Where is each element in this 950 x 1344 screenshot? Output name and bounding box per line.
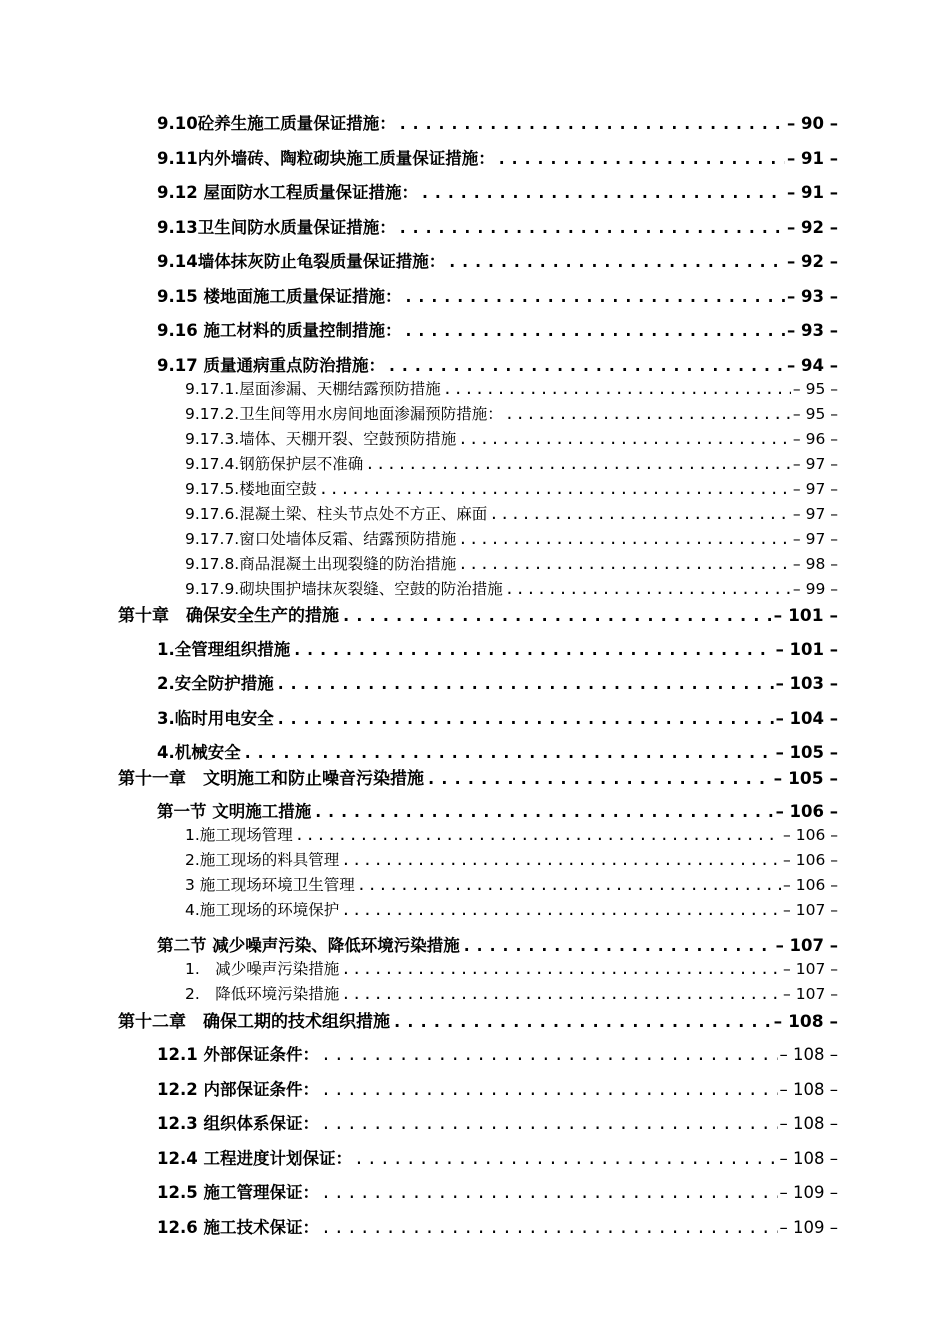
toc-entry-page: – 97 – — [792, 505, 838, 523]
toc-entry-title: 9.16 施工材料的质量控制措施： — [157, 321, 402, 340]
toc-leader-dots — [398, 114, 785, 133]
toc-entry-page: – 95 – — [792, 405, 838, 423]
toc-entry[interactable] — [185, 452, 838, 474]
toc-entry-title: 9.17.9.砌块围护墙抹灰裂缝、空鼓的防治措施 — [185, 580, 503, 598]
toc-entry-page: – 106 – — [775, 802, 838, 821]
toc-entry-page: – 108 – — [779, 1045, 838, 1064]
toc-entry-page: – 95 – — [792, 380, 838, 398]
toc-entry-title: 9.15 楼地面施工质量保证措施： — [157, 287, 402, 306]
toc-entry-title: 2. 降低环境污染措施 — [185, 985, 340, 1003]
toc-entry[interactable] — [185, 577, 838, 599]
toc-entry-title: 第十章 确保安全生产的措施 — [118, 606, 339, 626]
toc-entry-title: 9.17.8.商品混凝土出现裂缝的防治措施 — [185, 555, 457, 573]
toc-chapter[interactable] — [118, 601, 838, 626]
toc-entry-page: – 107 – — [783, 985, 838, 1003]
toc-entry-title: 9.17.6.混凝土梁、柱头节点处不方正、麻面 — [185, 505, 488, 523]
toc-entry-page: – 90 – — [787, 114, 838, 133]
toc-entry-title: 第一节 文明施工措施 — [157, 802, 312, 821]
toc-leader-dots — [354, 1149, 778, 1168]
toc-entry-page: – 97 – — [792, 530, 838, 548]
toc-entry[interactable] — [185, 873, 838, 895]
toc-entry-title: 12.3 组织体系保证： — [157, 1114, 319, 1133]
toc-leader-dots — [319, 480, 791, 498]
toc-leader-dots — [462, 936, 774, 955]
toc-entry-title: 9.17.3.墙体、天棚开裂、空鼓预防措施 — [185, 430, 457, 448]
toc-entry-page: – 105 – — [775, 743, 838, 762]
toc-entry[interactable] — [185, 982, 838, 1004]
toc-entry[interactable] — [185, 427, 838, 449]
toc-entry-title: 1.施工现场管理 — [185, 826, 293, 844]
toc-entry-title: 12.5 施工管理保证： — [157, 1183, 319, 1202]
toc-entry[interactable] — [185, 957, 838, 979]
toc-leader-dots — [489, 505, 791, 523]
toc-leader-dots — [497, 149, 785, 168]
toc-entry[interactable] — [157, 670, 838, 694]
toc-entry-title: 9.14墙体抹灰防止龟裂质量保证措施： — [157, 252, 446, 271]
toc-entry-title: 1.全管理组织措施 — [157, 640, 291, 659]
toc-entry[interactable] — [185, 502, 838, 524]
toc-leader-dots — [321, 1114, 778, 1133]
toc-leader-dots — [243, 743, 774, 762]
toc-entry-title: 3.临时用电安全 — [157, 709, 274, 728]
toc-leader-dots — [447, 252, 785, 271]
toc-leader-dots — [321, 1218, 778, 1237]
toc-leader-dots — [387, 356, 785, 375]
toc-entry-page: – 106 – — [783, 826, 838, 844]
toc-entry-page: – 105 – — [773, 769, 838, 789]
toc-leader-dots — [341, 901, 781, 919]
toc-leader-dots — [321, 1080, 778, 1099]
toc-entry-title: 2.施工现场的料具管理 — [185, 851, 340, 869]
toc-leader-dots — [276, 674, 774, 693]
toc-entry[interactable] — [185, 527, 838, 549]
toc-entry[interactable] — [157, 317, 838, 341]
toc-entry[interactable] — [157, 1110, 838, 1134]
toc-entry-page: – 92 – — [787, 218, 838, 237]
toc-entry[interactable] — [185, 477, 838, 499]
toc-entry-page: – 108 – — [779, 1114, 838, 1133]
toc-entry[interactable] — [157, 705, 838, 729]
toc-entry-page: – 104 – — [775, 709, 838, 728]
toc-leader-dots — [321, 1183, 778, 1202]
toc-entry-title: 9.10砼养生施工质量保证措施： — [157, 114, 396, 133]
toc-leader-dots — [458, 555, 791, 573]
toc-entry[interactable] — [157, 352, 838, 376]
toc-leader-dots — [403, 287, 785, 306]
toc-leader-dots — [426, 769, 772, 789]
toc-leader-dots — [295, 826, 781, 844]
toc-leader-dots — [458, 530, 791, 548]
toc-entry-page: – 94 – — [787, 356, 838, 375]
toc-entry-page: – 91 – — [787, 183, 838, 202]
toc-leader-dots — [357, 876, 781, 894]
toc-entry[interactable] — [185, 552, 838, 574]
toc-entry-title: 2.安全防护措施 — [157, 674, 274, 693]
toc-entry[interactable] — [157, 932, 838, 956]
toc-entry-page: – 93 – — [787, 287, 838, 306]
toc-leader-dots — [458, 430, 791, 448]
toc-entry-page: – 101 – — [775, 640, 838, 659]
toc-entry[interactable] — [185, 402, 838, 424]
toc-leader-dots — [392, 1012, 772, 1032]
toc-leader-dots — [341, 985, 781, 1003]
toc-leader-dots — [276, 709, 774, 728]
toc-entry[interactable] — [157, 1076, 838, 1100]
toc-entry-page: – 103 – — [775, 674, 838, 693]
toc-entry-page: – 107 – — [783, 901, 838, 919]
toc-entry-page: – 91 – — [787, 149, 838, 168]
toc-leader-dots — [313, 802, 773, 821]
toc-entry-title: 9.17.2.卫生间等用水房间地面渗漏预防措施： — [185, 405, 503, 423]
toc-entry[interactable] — [157, 636, 838, 660]
toc-entry-page: – 109 – — [779, 1183, 838, 1202]
toc-entry-title: 第十一章 文明施工和防止噪音污染措施 — [118, 769, 424, 789]
toc-entry-title: 4.施工现场的环境保护 — [185, 901, 340, 919]
toc-entry-page: – 101 – — [773, 606, 838, 626]
toc-entry[interactable] — [157, 110, 838, 134]
toc-chapter[interactable] — [118, 1007, 838, 1032]
toc-entry-page: – 93 – — [787, 321, 838, 340]
toc-entry[interactable] — [157, 179, 838, 203]
toc-entry-page: – 106 – — [783, 876, 838, 894]
toc-leader-dots — [505, 405, 791, 423]
toc-entry[interactable] — [157, 145, 838, 169]
toc-entry-title: 9.17.1.屋面渗漏、天棚结露预防措施 — [185, 380, 441, 398]
toc-leader-dots — [443, 380, 791, 398]
toc-leader-dots — [365, 455, 791, 473]
toc-entry[interactable] — [157, 1179, 838, 1203]
toc-entry[interactable] — [185, 848, 838, 870]
toc-entry-page: – 98 – — [792, 555, 838, 573]
toc-leader-dots — [420, 183, 785, 202]
toc-chapter[interactable] — [118, 764, 838, 789]
toc-leader-dots — [341, 606, 772, 626]
toc-entry-title: 1. 减少噪声污染措施 — [185, 960, 340, 978]
toc-entry-title: 9.12 屋面防水工程质量保证措施： — [157, 183, 418, 202]
toc-entry-title: 3 施工现场环境卫生管理 — [185, 876, 355, 894]
toc-entry-title: 12.6 施工技术保证： — [157, 1218, 319, 1237]
toc-entry-page: – 107 – — [783, 960, 838, 978]
toc-entry-page: – 97 – — [792, 480, 838, 498]
toc-entry-page: – 92 – — [787, 252, 838, 271]
toc-entry-page: – 108 – — [779, 1080, 838, 1099]
toc-entry[interactable] — [157, 1145, 838, 1169]
toc-leader-dots — [398, 218, 785, 237]
toc-entry-page: – 96 – — [792, 430, 838, 448]
toc-entry-title: 9.17.4.钢筋保护层不准确 — [185, 455, 364, 473]
toc-entry[interactable] — [157, 248, 838, 272]
toc-entry-page: – 99 – — [792, 580, 838, 598]
toc-entry[interactable] — [185, 377, 838, 399]
toc-entry-title: 9.17 质量通病重点防治措施： — [157, 356, 385, 375]
toc-entry[interactable] — [185, 823, 838, 845]
toc-entry-title: 9.13卫生间防水质量保证措施： — [157, 218, 396, 237]
toc-entry-title: 9.17.5.楼地面空鼓 — [185, 480, 317, 498]
toc-entry-title: 第二节 减少噪声污染、降低环境污染措施 — [157, 936, 460, 955]
toc-leader-dots — [403, 321, 785, 340]
toc-entry[interactable] — [157, 739, 838, 763]
toc-entry-title: 12.2 内部保证条件： — [157, 1080, 319, 1099]
toc-entry[interactable] — [157, 798, 838, 822]
toc-entry[interactable] — [157, 283, 838, 307]
toc-entry-title: 9.17.7.窗口处墙体反霜、结露预防措施 — [185, 530, 457, 548]
toc-entry-title: 12.4 工程进度计划保证： — [157, 1149, 352, 1168]
toc-entry-title: 4.机械安全 — [157, 743, 241, 762]
toc-leader-dots — [341, 960, 781, 978]
toc-entry-page: – 108 – — [773, 1012, 838, 1032]
toc-leader-dots — [292, 640, 773, 659]
toc-entry-title: 第十二章 确保工期的技术组织措施 — [118, 1012, 390, 1032]
toc-leader-dots — [505, 580, 791, 598]
toc-leader-dots — [321, 1045, 778, 1064]
toc-entry-title: 12.1 外部保证条件： — [157, 1045, 319, 1064]
toc-entry-page: – 107 – — [775, 936, 838, 955]
toc-entry-page: – 97 – — [792, 455, 838, 473]
toc-entry-title: 9.11内外墙砖、陶粒砌块施工质量保证措施： — [157, 149, 495, 168]
toc-leader-dots — [341, 851, 781, 869]
toc-entry-page: – 109 – — [779, 1218, 838, 1237]
toc-entry[interactable] — [157, 1041, 838, 1065]
toc-entry[interactable] — [157, 214, 838, 238]
toc-entry[interactable] — [185, 898, 838, 920]
toc-entry-page: – 106 – — [783, 851, 838, 869]
toc-entry-page: – 108 – — [779, 1149, 838, 1168]
toc-entry[interactable] — [157, 1214, 838, 1238]
